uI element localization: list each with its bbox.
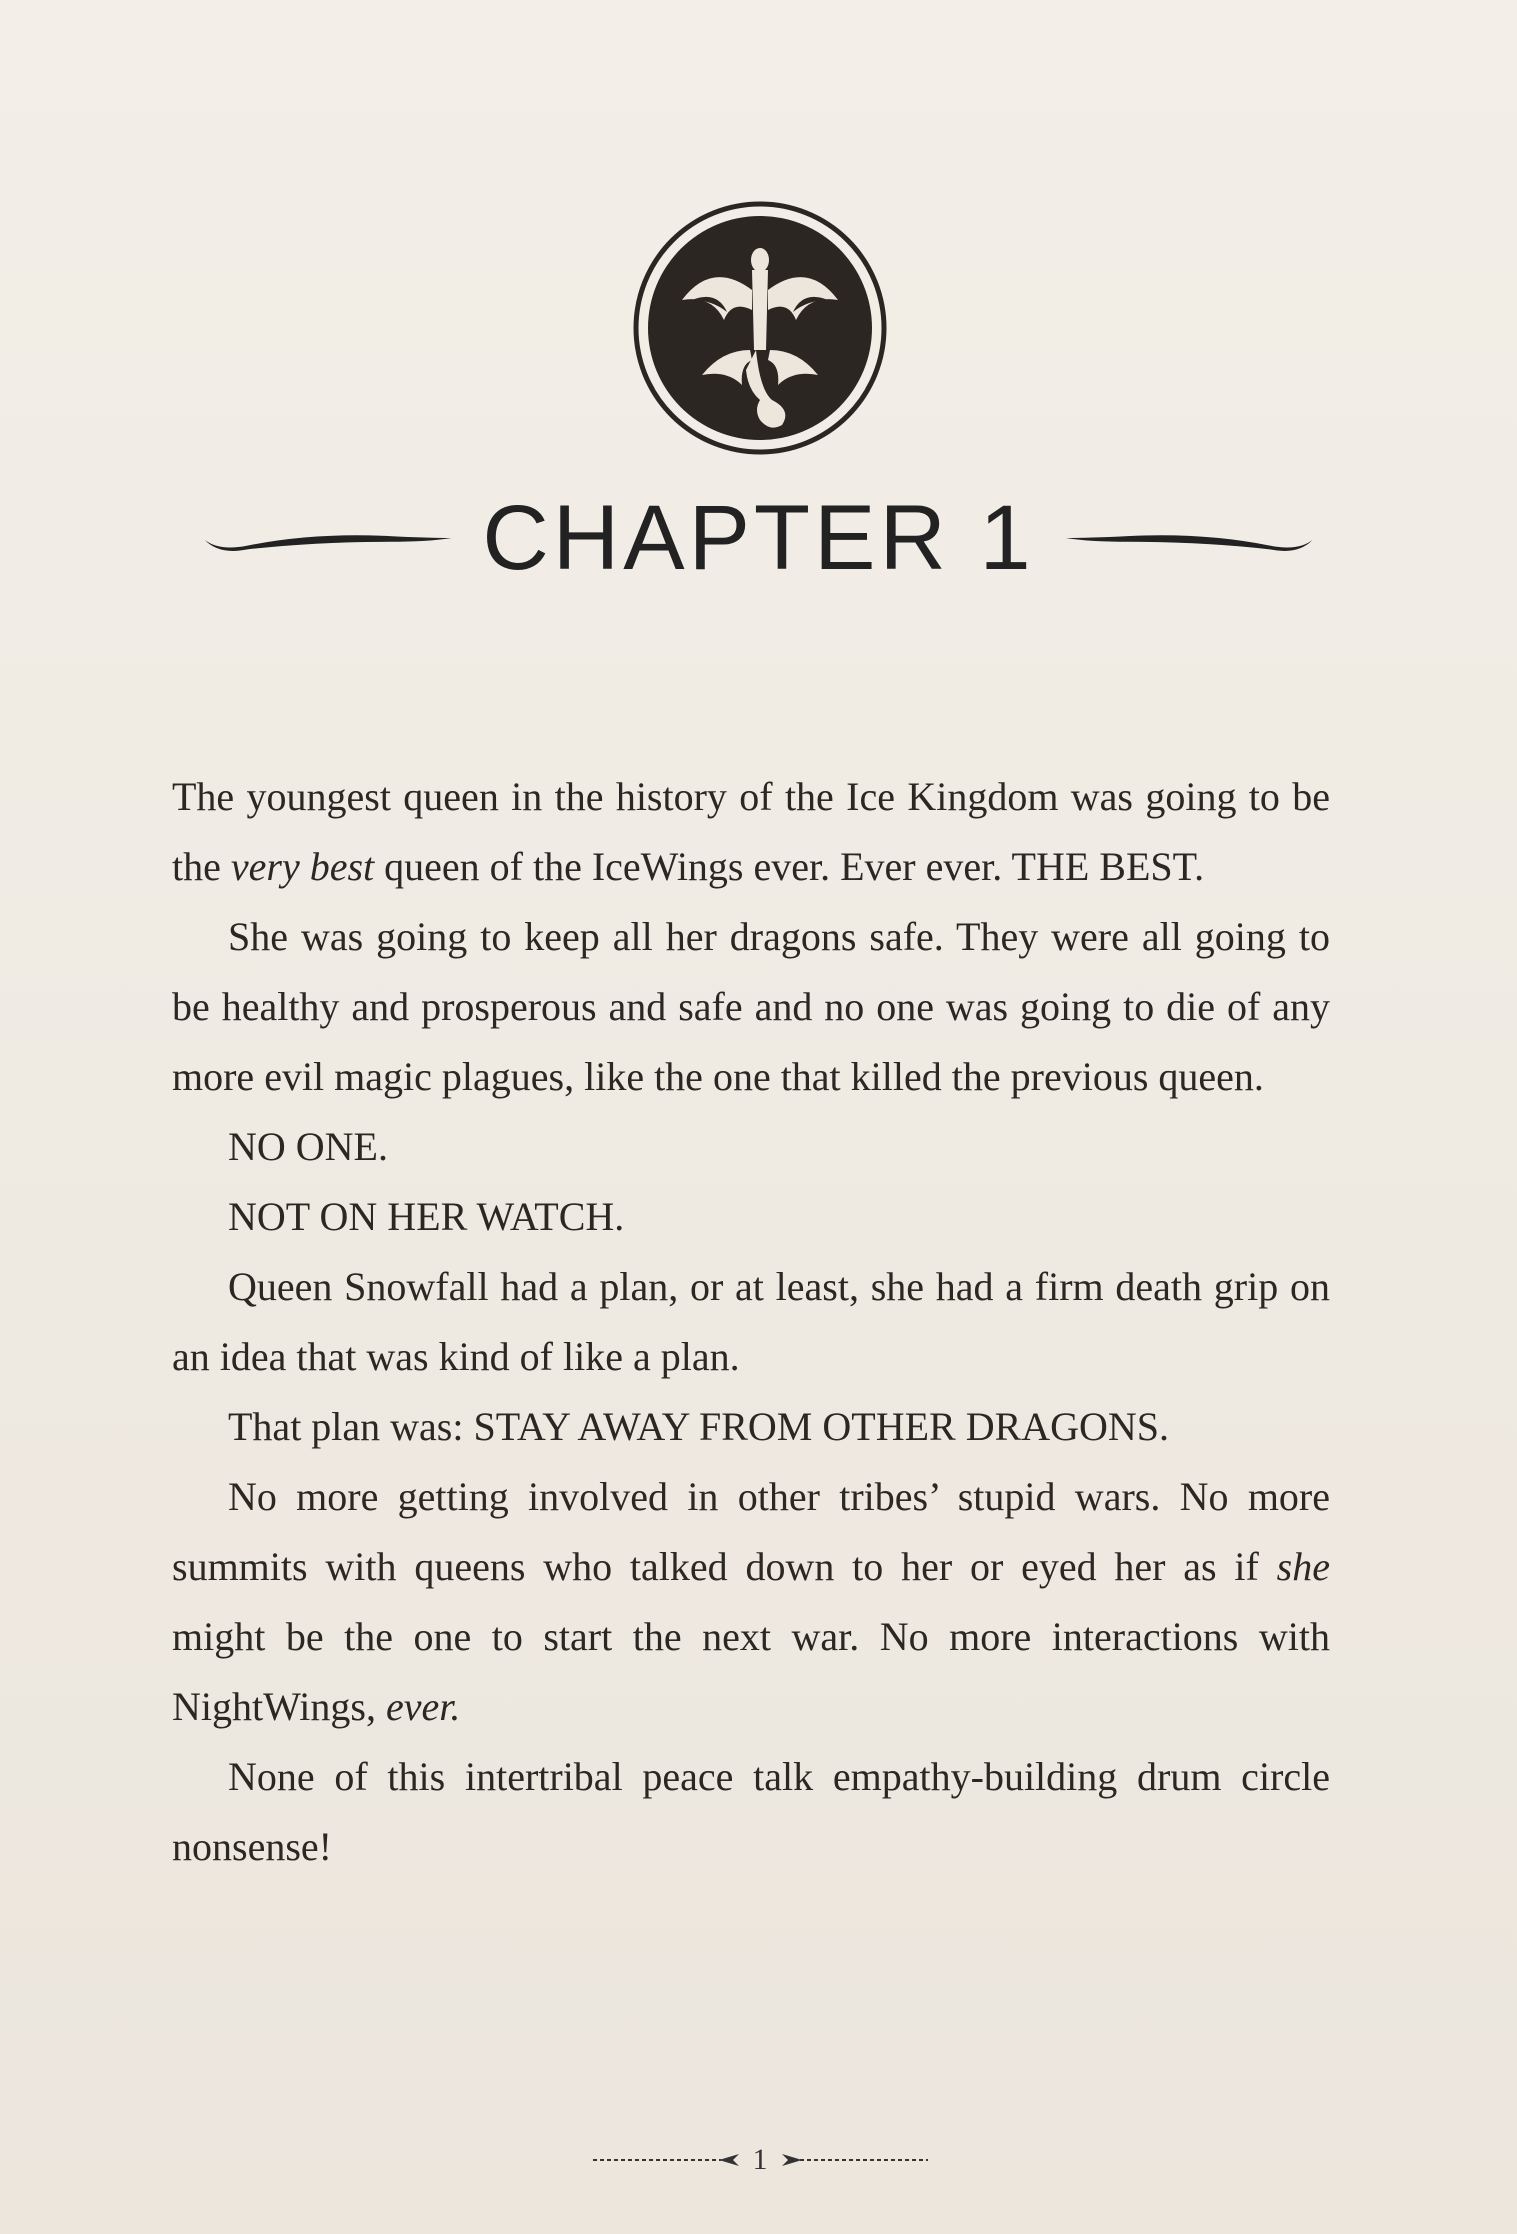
paragraph-7: No more getting involved in other tribes’ stupid wars. No more summits with queens who talked down to her or eyed her as if she might be the one to start the next war. No more interactions with NightWings, ever. [172,1474,1330,1729]
chapter-heading [200,478,1317,598]
paragraph-5: Queen Snowfall had a plan, or at least, she had a firm death grip on an idea that was kind of like a plan. [172,1264,1330,1379]
paragraph-8: None of this intertribal peace talk empathy-building drum circle nonsense! [172,1754,1330,1869]
chapter-title: CHAPTER 1 [482,487,1035,589]
right-flourish [1061,518,1317,558]
paragraph-1: The youngest queen in the history of the Ice Kingdom was going to be the very best queen of the IceWings ever. Ever ever. THE BEST. [172,774,1330,889]
paragraph-6: That plan was: STAY AWAY FROM OTHER DRAGONS. [228,1404,1170,1449]
page-folio [560,2140,960,2180]
emphasis: she [1276,1544,1330,1589]
chapter-body [172,762,1330,1882]
page-number: 1 [752,2143,768,2176]
emphasis: ever. [385,1684,461,1729]
paragraph-4: NOT ON HER WATCH. [228,1194,625,1239]
paragraph-2: She was going to keep all her dragons safe. They were all going to be healthy and prosperous and safe and no one was going to die of any more evil magic plagues, like the one that killed the previous queen. [172,914,1330,1099]
left-flourish [200,518,456,558]
folio-right-ornament [778,2150,928,2170]
paragraph-3: NO ONE. [228,1124,388,1169]
emphasis: very best [230,844,375,889]
dragon-emblem-icon [632,200,888,456]
folio-left-ornament [593,2150,743,2170]
